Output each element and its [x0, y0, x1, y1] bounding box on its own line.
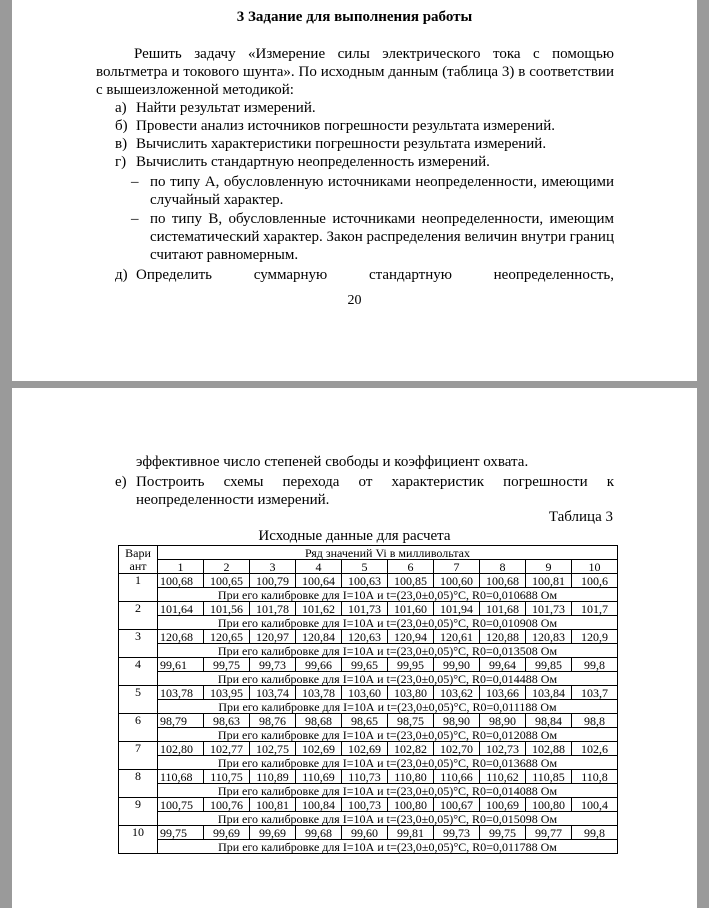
calibration-note: При его калибровке для I=10А и t=(23,0±0,05)°С, R0=0,010908 Ом	[158, 616, 618, 630]
value-cell: 99,81	[388, 826, 434, 840]
value-cell: 120,83	[526, 630, 572, 644]
list-item-a: а) Найти результат измерений.	[115, 100, 316, 116]
value-cell: 100,4	[572, 798, 618, 812]
value-cell: 100,79	[250, 574, 296, 588]
value-cell: 100,6	[572, 574, 618, 588]
value-cell: 102,69	[296, 742, 342, 756]
value-cell: 101,60	[388, 602, 434, 616]
value-cell: 110,8	[572, 770, 618, 784]
value-cell: 100,76	[204, 798, 250, 812]
value-cell: 120,97	[250, 630, 296, 644]
value-cell: 120,68	[158, 630, 204, 644]
document-page-21	[12, 388, 697, 908]
variant-cell: 9	[119, 798, 158, 826]
table-note-row	[119, 644, 618, 658]
table-row	[119, 658, 618, 672]
value-cell: 100,84	[296, 798, 342, 812]
source-data-table	[118, 545, 618, 854]
table-row	[119, 798, 618, 812]
value-cell: 100,80	[526, 798, 572, 812]
value-cell: 103,74	[250, 686, 296, 700]
value-cell: 103,84	[526, 686, 572, 700]
value-cell: 102,82	[388, 742, 434, 756]
column-header: 7	[434, 560, 480, 574]
value-cell: 103,7	[572, 686, 618, 700]
calibration-note: При его калибровке для I=10А и t=(23,0±0,05)°С, R0=0,011788 Ом	[158, 840, 618, 854]
value-cell: 120,9	[572, 630, 618, 644]
table-row	[119, 770, 618, 784]
list-item-g: г) Вычислить стандартную неопределенность измерений.	[115, 154, 490, 170]
column-header: 3	[250, 560, 296, 574]
value-cell: 120,65	[204, 630, 250, 644]
value-cell: 103,66	[480, 686, 526, 700]
table-row	[119, 826, 618, 840]
value-cell: 99,73	[434, 826, 480, 840]
value-cell: 102,75	[250, 742, 296, 756]
value-cell: 99,75	[480, 826, 526, 840]
value-cell: 110,68	[158, 770, 204, 784]
value-cell: 98,76	[250, 714, 296, 728]
value-cell: 98,65	[342, 714, 388, 728]
table-row	[119, 602, 618, 616]
value-cell: 99,60	[342, 826, 388, 840]
variant-cell: 8	[119, 770, 158, 798]
variant-cell: 5	[119, 686, 158, 714]
value-cell: 110,69	[296, 770, 342, 784]
calibration-note: При его калибровке для I=10А и t=(23,0±0,05)°С, R0=0,014088 Ом	[158, 784, 618, 798]
continuation-text: эффективное число степеней свободы и коэффициент охвата.	[136, 454, 529, 470]
value-cell: 99,8	[572, 826, 618, 840]
value-cell: 99,8	[572, 658, 618, 672]
value-cell: 103,78	[296, 686, 342, 700]
table-row	[119, 630, 618, 644]
table-row	[119, 742, 618, 756]
value-cell: 102,80	[158, 742, 204, 756]
calibration-note: При его калибровке для I=10А и t=(23,0±0,05)°С, R0=0,013688 Ом	[158, 756, 618, 770]
value-cell: 110,75	[204, 770, 250, 784]
value-cell: 99,77	[526, 826, 572, 840]
value-cell: 100,68	[158, 574, 204, 588]
page-number: 20	[347, 293, 362, 308]
value-cell: 99,95	[388, 658, 434, 672]
calibration-note: При его калибровке для I=10А и t=(23,0±0,05)°С, R0=0,014488 Ом	[158, 672, 618, 686]
table-note-row	[119, 700, 618, 714]
table-title: Исходные данные для расчета	[258, 528, 451, 544]
column-header: 10	[572, 560, 618, 574]
value-cell: 100,75	[158, 798, 204, 812]
table-note-row	[119, 812, 618, 826]
table-row	[119, 714, 618, 728]
value-cell: 101,68	[480, 602, 526, 616]
table-row	[119, 686, 618, 700]
value-cell: 110,89	[250, 770, 296, 784]
value-cell: 120,88	[480, 630, 526, 644]
variant-cell: 2	[119, 602, 158, 630]
column-header: 8	[480, 560, 526, 574]
value-cell: 120,94	[388, 630, 434, 644]
value-cell: 101,64	[158, 602, 204, 616]
variant-cell: 10	[119, 826, 158, 854]
value-cell: 102,6	[572, 742, 618, 756]
table-header-row	[119, 546, 618, 560]
value-cell: 99,75	[204, 658, 250, 672]
table-note-row	[119, 616, 618, 630]
value-cell: 98,68	[296, 714, 342, 728]
variant-cell: 4	[119, 658, 158, 686]
value-cell: 103,60	[342, 686, 388, 700]
value-cell: 101,78	[250, 602, 296, 616]
value-cell: 103,62	[434, 686, 480, 700]
value-cell: 103,95	[204, 686, 250, 700]
value-cell: 101,73	[526, 602, 572, 616]
value-cell: 110,80	[388, 770, 434, 784]
value-cell: 99,69	[250, 826, 296, 840]
value-cell: 120,61	[434, 630, 480, 644]
value-cell: 99,68	[296, 826, 342, 840]
list-item-b: б) Провести анализ источников погрешности результата измерений.	[115, 118, 555, 134]
value-cell: 98,8	[572, 714, 618, 728]
table-column-numbers-row	[119, 560, 618, 574]
column-header: 4	[296, 560, 342, 574]
column-header: 1	[158, 560, 204, 574]
column-header: 2	[204, 560, 250, 574]
value-cell: 99,85	[526, 658, 572, 672]
value-cell: 100,69	[480, 798, 526, 812]
document-page-20	[12, 0, 697, 381]
list-item-v: в) Вычислить характеристики погрешности результата измерений.	[115, 136, 547, 152]
value-cell: 99,73	[250, 658, 296, 672]
table-label: Таблица 3	[548, 509, 613, 525]
value-cell: 103,78	[158, 686, 204, 700]
value-cell: 99,75	[158, 826, 204, 840]
value-cell: 101,94	[434, 602, 480, 616]
calibration-note: При его калибровке для I=10А и t=(23,0±0,05)°С, R0=0,013508 Ом	[158, 644, 618, 658]
value-cell: 110,62	[480, 770, 526, 784]
variant-cell: 3	[119, 630, 158, 658]
value-cell: 110,66	[434, 770, 480, 784]
header-variant: Вари ант	[119, 546, 158, 574]
section-title: 3 Задание для выполнения работы	[236, 9, 473, 25]
column-header: 6	[388, 560, 434, 574]
value-cell: 120,84	[296, 630, 342, 644]
table-row	[119, 574, 618, 588]
calibration-note: При его калибровке для I=10А и t=(23,0±0,05)°С, R0=0,015098 Ом	[158, 812, 618, 826]
value-cell: 99,66	[296, 658, 342, 672]
value-cell: 102,88	[526, 742, 572, 756]
value-cell: 98,90	[480, 714, 526, 728]
value-cell: 100,67	[434, 798, 480, 812]
value-cell: 100,73	[342, 798, 388, 812]
value-cell: 120,63	[342, 630, 388, 644]
variant-cell: 7	[119, 742, 158, 770]
table-note-row	[119, 784, 618, 798]
value-cell: 98,84	[526, 714, 572, 728]
value-cell: 99,90	[434, 658, 480, 672]
value-cell: 100,81	[526, 574, 572, 588]
value-cell: 110,73	[342, 770, 388, 784]
value-cell: 102,73	[480, 742, 526, 756]
calibration-note: При его калибровке для I=10А и t=(23,0±0,05)°С, R0=0,010688 Ом	[158, 588, 618, 602]
value-cell: 101,56	[204, 602, 250, 616]
value-cell: 101,73	[342, 602, 388, 616]
column-header: 5	[342, 560, 388, 574]
value-cell: 102,77	[204, 742, 250, 756]
column-header: 9	[526, 560, 572, 574]
value-cell: 99,61	[158, 658, 204, 672]
table-note-row	[119, 756, 618, 770]
value-cell: 98,79	[158, 714, 204, 728]
value-cell: 102,70	[434, 742, 480, 756]
value-cell: 98,63	[204, 714, 250, 728]
value-cell: 101,62	[296, 602, 342, 616]
table-note-row	[119, 728, 618, 742]
value-cell: 98,90	[434, 714, 480, 728]
value-cell: 100,85	[388, 574, 434, 588]
value-cell: 99,65	[342, 658, 388, 672]
value-cell: 100,80	[388, 798, 434, 812]
value-cell: 103,80	[388, 686, 434, 700]
value-cell: 100,68	[480, 574, 526, 588]
header-series: Ряд значений Vi в милливольтах	[158, 546, 618, 560]
intro-paragraph: Решить задачу «Измерение силы электрического тока с помощью вольтметра и токового шунта». По исходным данным (таблица 3) в соответствии с вышеизложенной методикой:	[96, 46, 614, 98]
value-cell: 98,75	[388, 714, 434, 728]
table-note-row	[119, 840, 618, 854]
sub-item-type-a: – по типу A, обусловленную источниками неопределенности, имеющими случайный характер.	[131, 174, 614, 208]
list-item-d: д) Определить суммарную стандартную неопределенность,	[115, 267, 614, 283]
table-note-row	[119, 672, 618, 686]
value-cell: 99,69	[204, 826, 250, 840]
value-cell: 99,64	[480, 658, 526, 672]
calibration-note: При его калибровке для I=10А и t=(23,0±0,05)°С, R0=0,011188 Ом	[158, 700, 618, 714]
list-item-e: е) Построить схемы перехода от характеристик погрешности к неопределенности измерений.	[115, 474, 614, 508]
variant-cell: 6	[119, 714, 158, 742]
value-cell: 100,64	[296, 574, 342, 588]
calibration-note: При его калибровке для I=10А и t=(23,0±0,05)°С, R0=0,012088 Ом	[158, 728, 618, 742]
value-cell: 101,7	[572, 602, 618, 616]
value-cell: 100,65	[204, 574, 250, 588]
table-note-row	[119, 588, 618, 602]
value-cell: 100,60	[434, 574, 480, 588]
variant-cell: 1	[119, 574, 158, 602]
value-cell: 110,85	[526, 770, 572, 784]
sub-item-type-b: – по типу B, обусловленные источниками неопределенности, имеющим систематический характер. Закон распределения величин внутри границ считают равномерным.	[131, 211, 614, 263]
value-cell: 102,69	[342, 742, 388, 756]
value-cell: 100,81	[250, 798, 296, 812]
value-cell: 100,63	[342, 574, 388, 588]
